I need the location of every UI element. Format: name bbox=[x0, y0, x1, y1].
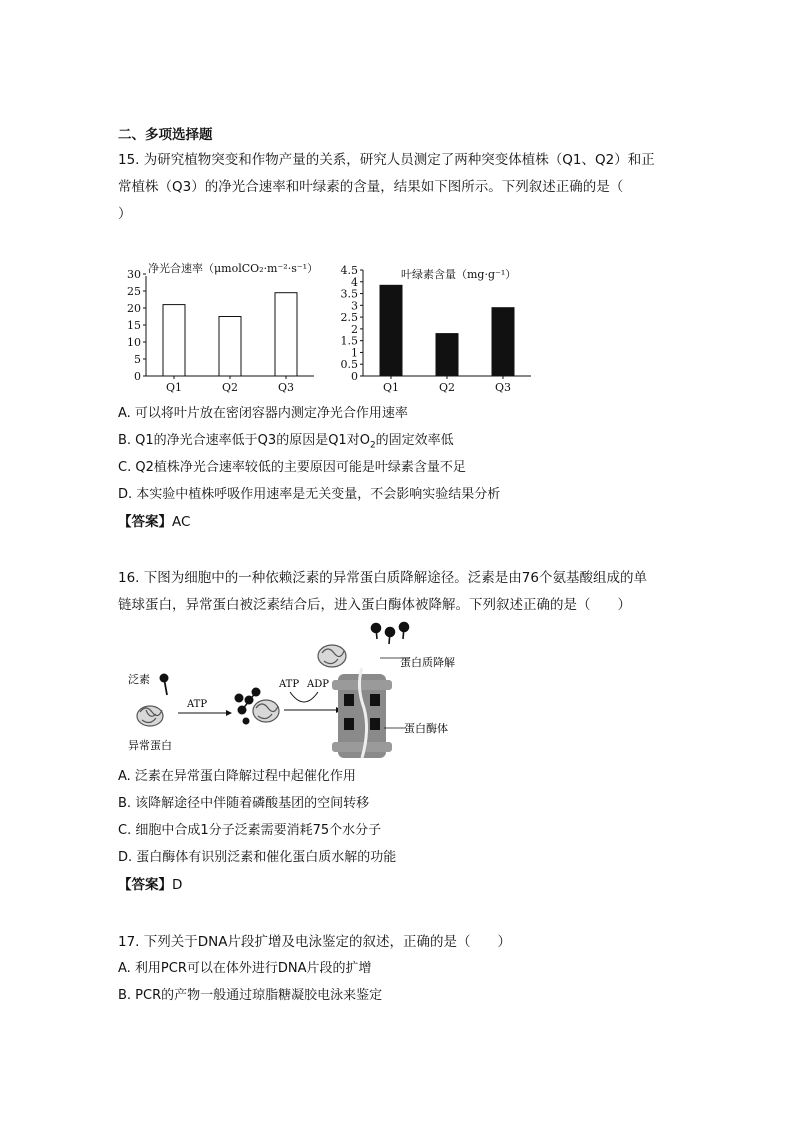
chart-title: 叶绿素含量（mg·g⁻¹） bbox=[401, 268, 517, 281]
ubiquitin-pathway-diagram bbox=[118, 618, 478, 764]
proteasome-label: 蛋白酶体 bbox=[404, 722, 448, 735]
q15-option-a: A. 可以将叶片放在密闭容器内测定净光合作用速率 bbox=[118, 406, 408, 421]
x-tick-label: Q2 bbox=[438, 381, 456, 394]
y-tick-label: 3.5 bbox=[340, 287, 358, 301]
q17-option-b: B. PCR的产物一般通过琼脂糖凝胶电泳来鉴定 bbox=[118, 988, 383, 1003]
abnormal-protein-label: 异常蛋白 bbox=[128, 739, 172, 752]
q15-stem-line1: 15. 为研究植物突变和作物产量的关系，研究人员测定了两种突变体植株（Q1、Q2）和正 bbox=[118, 152, 655, 168]
q17-option-a: A. 利用PCR可以在体外进行DNA片段的扩增 bbox=[118, 961, 372, 976]
degradation-label: 蛋白质降解 bbox=[400, 656, 455, 669]
released-ubiquitin-icon bbox=[372, 623, 409, 645]
q17-stem-line1: 17. 下列关于DNA片段扩增及电泳鉴定的叙述，正确的是（ ） bbox=[118, 934, 511, 950]
y-tick-label: 20 bbox=[127, 302, 141, 315]
y-tick-label: 0 bbox=[134, 370, 141, 383]
section-title: 二、多项选择题 bbox=[118, 127, 213, 143]
q15-answer bbox=[118, 512, 190, 532]
bar-q1 bbox=[163, 305, 185, 376]
y-tick-label: 25 bbox=[127, 285, 141, 298]
x-tick-label: Q1 bbox=[382, 381, 400, 394]
q16-option-b: B. 该降解途径中伴随着磷酸基团的空间转移 bbox=[118, 796, 370, 811]
q15-option-b bbox=[118, 431, 454, 456]
y-tick-label: 3 bbox=[351, 299, 358, 313]
bar-q1 bbox=[380, 285, 402, 376]
q15-stem-line2: 常植株（Q3）的净光合速率和叶绿素的含量，结果如下图所示。下列叙述正确的是（ bbox=[118, 179, 624, 195]
q16-stem-line2: 链球蛋白，异常蛋白被泛素结合后，进入蛋白酶体被降解。下列叙述正确的是（ ） bbox=[118, 597, 631, 613]
y-tick-label: 4.5 bbox=[340, 264, 358, 277]
q15-option-d: D. 本实验中植株呼吸作用速率是无关变量，不会影响实验结果分析 bbox=[118, 487, 501, 502]
ubiquitin-icon bbox=[160, 674, 169, 696]
entering-protein-icon bbox=[318, 645, 346, 667]
x-tick-label: Q2 bbox=[221, 381, 239, 394]
curved-arrow-icon bbox=[284, 692, 342, 713]
x-tick-label: Q3 bbox=[277, 381, 295, 394]
x-tick-label: Q3 bbox=[494, 381, 512, 394]
y-tick-label: 5 bbox=[134, 353, 141, 366]
q16-answer bbox=[118, 875, 182, 895]
y-tick-label: 30 bbox=[127, 268, 141, 281]
atp-label: ATP bbox=[187, 699, 208, 710]
proteasome-icon bbox=[332, 668, 392, 758]
q16-option-c: C. 细胞中合成1分子泛素需要消耗75个水分子 bbox=[118, 823, 382, 838]
bar-q3 bbox=[492, 308, 514, 376]
q16-option-d: D. 蛋白酶体有识别泛素和催化蛋白质水解的功能 bbox=[118, 850, 397, 865]
q15-option-b-text-end: 的固定效率低 bbox=[375, 433, 454, 448]
answer-label: 【答案】 bbox=[118, 514, 172, 530]
tagged-protein-icon bbox=[253, 700, 279, 722]
answer-value: D bbox=[172, 877, 183, 893]
y-tick-label: 0.5 bbox=[340, 358, 358, 372]
y-tick-label: 2 bbox=[351, 322, 358, 336]
y-tick-label: 1.5 bbox=[340, 334, 358, 348]
y-tick-label: 0 bbox=[351, 370, 358, 383]
atp2-label: ATP bbox=[279, 679, 300, 690]
chlorophyll-content-chart bbox=[333, 256, 538, 396]
q16-option-a: A. 泛素在异常蛋白降解过程中起催化作用 bbox=[118, 769, 356, 784]
q15-option-b-subscript: 2 bbox=[369, 440, 376, 451]
q15-option-c: C. Q2植株净光合速率较低的主要原因可能是叶绿素含量不足 bbox=[118, 460, 466, 475]
bar-q2 bbox=[219, 317, 241, 377]
adp-label: ADP bbox=[307, 679, 329, 690]
photosynthesis-rate-chart bbox=[118, 256, 318, 396]
ubiquitin-label: 泛素 bbox=[128, 673, 150, 686]
answer-label: 【答案】 bbox=[118, 877, 172, 893]
chart-title: 净光合速率（μmolCO₂·m⁻²·s⁻¹） bbox=[148, 262, 318, 275]
q16-stem-line1: 16. 下图为细胞中的一种依赖泛素的异常蛋白质降解途径。泛素是由76个氨基酸组成的单 bbox=[118, 570, 647, 586]
bar-q3 bbox=[275, 293, 297, 376]
bar-q2 bbox=[436, 334, 458, 376]
y-tick-label: 1 bbox=[351, 346, 358, 360]
abnormal-protein-icon bbox=[137, 706, 163, 726]
x-tick-label: Q1 bbox=[165, 381, 183, 394]
y-tick-label: 4 bbox=[351, 275, 358, 289]
answer-value: AC bbox=[172, 514, 191, 530]
y-tick-label: 2.5 bbox=[340, 311, 358, 325]
y-tick-label: 10 bbox=[127, 336, 141, 349]
y-tick-label: 15 bbox=[127, 319, 141, 332]
q15-stem-line3: ） bbox=[118, 206, 132, 222]
q15-option-b-text: B. Q1的净光合速率低于Q3的原因是Q1对O bbox=[118, 433, 370, 448]
arrow-icon bbox=[178, 710, 232, 716]
